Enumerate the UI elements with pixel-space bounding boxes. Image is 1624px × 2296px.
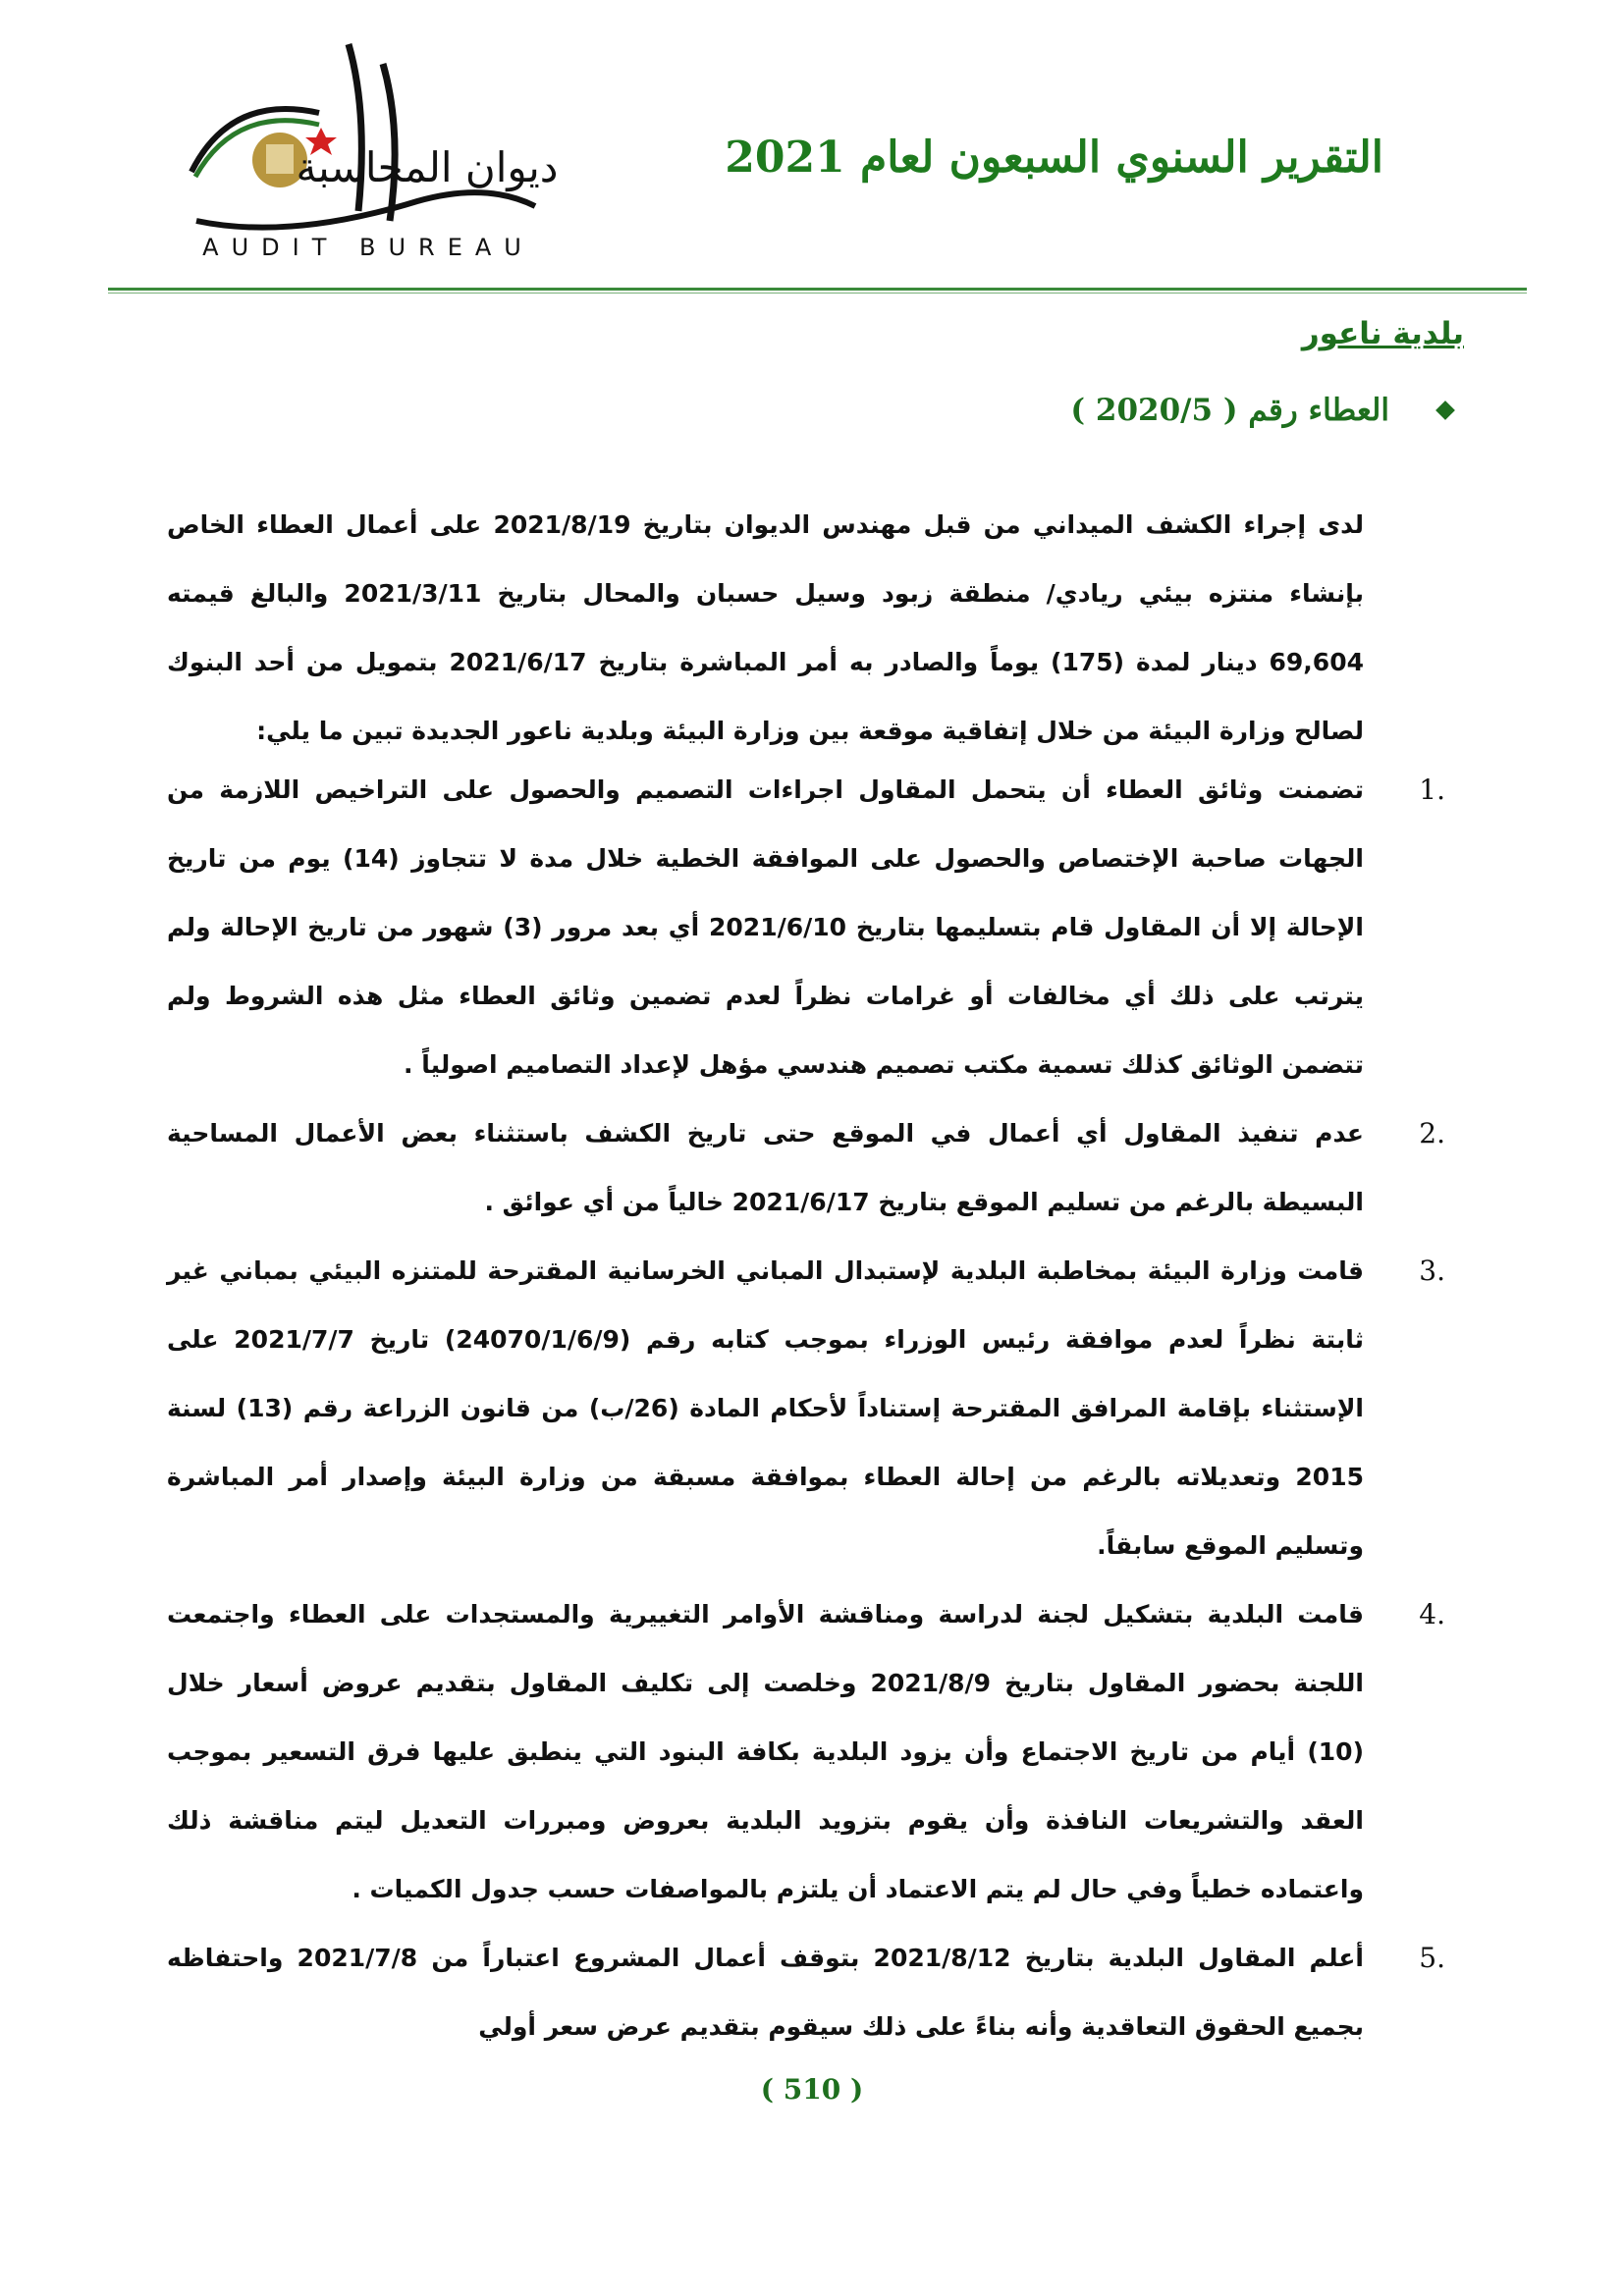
item-number: .2 (1419, 1117, 1445, 1149)
list-item (167, 1237, 1445, 1580)
list-item (167, 1580, 1445, 1924)
header-divider-thin (108, 293, 1527, 294)
item-number: .1 (1419, 774, 1445, 806)
audit-bureau-logo (172, 34, 565, 265)
item-number: .5 (1419, 1942, 1445, 1974)
logo-arabic-text: ديوان المحاسبة (296, 143, 559, 191)
item-text: عدم تنفيذ المقاول أي أعمال في الموقع حتى تاريخ الكشف باستثناء بعض الأعمال المساحية البسيطة بالرغم من تسليم الموقع بتاريخ 2021/6/17 خالياً من أي عوائق . (167, 1119, 1364, 1216)
tender-heading (1070, 393, 1452, 428)
list-item (167, 1924, 1445, 2061)
diamond-bullet-icon (1435, 400, 1455, 420)
header-divider (108, 288, 1527, 291)
tender-title: العطاء رقم ( 2020/5 ) (1070, 393, 1389, 428)
item-text: أعلم المقاول البلدية بتاريخ 2021/8/12 بتوقف أعمال المشروع اعتباراً من 2021/7/8 واحتفاظه بجميع الحقوق التعاقدية وأنه بناءً على ذلك سيقوم بتقديم عرض سعر أولي (167, 1944, 1364, 2041)
item-text: تضمنت وثائق العطاء أن يتحمل المقاول اجراءات التصميم والحصول على التراخيص اللازمة من الجهات صاحبة الإختصاص والحصول على الموافقة الخطية خلال مدة لا تتجاوز (14) يوم من تاريخ الإحالة إلا أن المقاول قام بتسليمها بتاريخ 2021/6/10 أي بعد مرور (3) شهور من تاريخ الإحالة ولم يترتب على ذلك أي مخالفات أو غرامات نظراً لعدم تضمين وثائق العطاء مثل هذه الشروط ولم تتضمن الوثائق كذلك تسمية مكتب تصميم هندسي مؤهل لإعداد التصاميم اصولياً . (167, 775, 1364, 1079)
page-number: ( 510 ) (760, 2073, 864, 2106)
item-number: .3 (1419, 1255, 1445, 1287)
item-number: .4 (1419, 1598, 1445, 1630)
list-item (167, 1099, 1445, 1237)
entity-heading: بلدية ناعور (1301, 316, 1464, 351)
item-text: قامت البلدية بتشكيل لجنة لدراسة ومناقشة الأوامر التغييرية والمستجدات على العطاء واجتمعت اللجنة بحضور المقاول بتاريخ 2021/8/9 وخلصت إلى تكليف المقاول بتقديم عروض أسعار خلال (10) أيام من تاريخ الاجتماع وأن يزود البلدية بكافة البنود التي ينطبق عليها فرق التسعير بموجب العقد والتشريعات النافذة وأن يقوم بتزويد البلدية بعروض ومبررات التعديل ليتم مناقشة ذلك واعتماده خطياً وفي حال لم يتم الاعتماد أن يلتزم بالمواصفات حسب جدول الكميات . (167, 1600, 1364, 1903)
item-text: قامت وزارة البيئة بمخاطبة البلدية لإستبدال المباني الخرسانية المقترحة للمتنزه البيئي بمباني غير ثابتة نظراً لعدم موافقة رئيس الوزراء بموجب كتابه رقم (24070/1/6/9) تاريخ 2021/7/7 على الإستثناء بإقامة المرافق المقترحة إستناداً لأحكام المادة (26/ب) من قانون الزراعة رقم (13) لسنة 2015 وتعديلاته بالرغم من إحالة العطاء بموافقة مسبقة من وزارة البيئة وإصدار أمر المباشرة وتسليم الموقع سابقاً. (167, 1256, 1365, 1560)
findings-list (167, 756, 1445, 2061)
intro-paragraph: لدى إجراء الكشف الميداني من قبل مهندس الديوان بتاريخ 2021/8/19 على أعمال العطاء الخاص بإنشاء منتزه بيئي ريادي/ منطقة زبود وسيل حسبان والمحال بتاريخ 2021/3/11 والبالغ قيمته 69,604 دينار لمدة (175) يوماً والصادر به أمر المباشرة بتاريخ 2021/6/17 بتمويل من أحد البنوك لصالح وزارة البيئة من خلال إتفاقية موقعة بين وزارة البيئة وبلدية ناعور الجديدة تبين ما يلي: (167, 510, 1364, 745)
report-title: التقرير السنوي السبعون لعام 2021 (725, 133, 1383, 183)
list-item (167, 756, 1445, 1099)
logo-english-text: AUDIT BUREAU (202, 234, 534, 261)
intro-section (167, 491, 1364, 766)
